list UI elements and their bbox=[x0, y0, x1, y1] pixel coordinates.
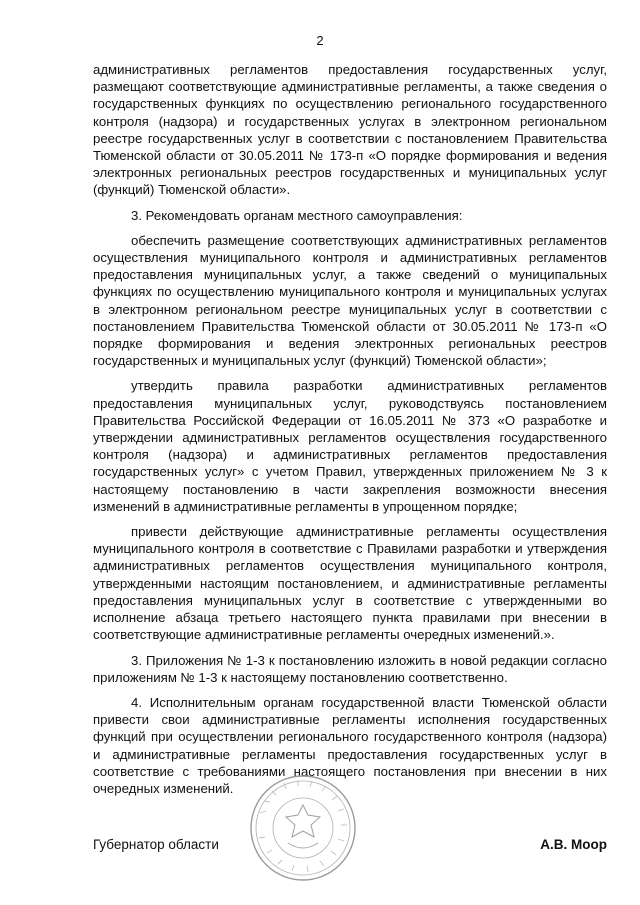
signer-name: А.В. Моор bbox=[540, 837, 607, 852]
official-seal-stamp bbox=[248, 773, 358, 883]
paragraph-continuation: административных регламентов предоставления государственных услуг, размещают соответствующие административные регламенты, а также сведения о государственных функциях по осуществлению регионального государственного контроля (надзора) и государственных услугах в электронном региональном реестре государственных услуг в соответствии с постановлением Правительства Тюменской области от 30.05.2011 № 173-п «О порядке формирования и ведения электронных региональных реестров государственных и муниципальных услуг (функций) Тюменской области». bbox=[93, 62, 607, 198]
document-body bbox=[93, 61, 607, 797]
paragraph-item-4: 4. Исполнительным органам государственной власти Тюменской области привести свои административные регламенты исполнения государственных функций при осуществлении регионального государственного контроля (надзора) и административные регламенты предоставления государственных услуг в соответствие с требованиями настоящего постановления при внесении в них очередных изменений. bbox=[93, 694, 607, 796]
paragraph-approve-rules: утвердить правила разработки административных регламентов предоставления муниципальных услуг, руководствуясь постановлением Правительства Российской Федерации от 16.05.2011 № 373 «О разработке и утверждении административных регламентов осуществления государственного контроля (надзора) и административных регламентов предоставления государственных услуг» с учетом Правил, утвержденных приложением № 3 к настоящему постановлению в части закрепления возможности внесения изменений в административные регламенты в упрощенном порядке; bbox=[93, 378, 607, 514]
signature-block bbox=[93, 836, 607, 856]
signer-title: Губернатор области bbox=[93, 837, 219, 852]
page-number: 2 bbox=[316, 33, 324, 48]
paragraph-item-3-appendices: 3. Приложения № 1-3 к постановлению изложить в новой редакции согласно приложениям № 1-3 к настоящему постановлению соответственно. bbox=[93, 652, 607, 685]
paragraph-item-3-recommend: 3. Рекомендовать органам местного самоуправления: bbox=[131, 207, 463, 223]
paragraph-bring-regulations: привести действующие административные регламенты осуществления муниципального контроля в соответствие с Правилами разработки и утверждения административных регламентов осуществления муниципального контроля, утвержденными настоящим постановлением, и административные регламенты предоставления муниципальных услуг в соответствие с утвержденными во исполнение абзаца третьего настоящего пункта правилами при внесении в соответствующие административные регламенты очередных изменений.». bbox=[93, 524, 607, 643]
paragraph-ensure-placement: обеспечить размещение соответствующих административных регламентов осуществления муниципального контроля и административных регламентов предоставления муниципальных услуг, а также сведений о муниципальных функциях по осуществлению муниципального контроля и муниципальных услугах в электронном региональном реестре муниципальных услуг в соответствии с постановлением Правительства Тюменской области от 30.05.2011 № 173-п «О порядке формирования и ведения электронных региональных реестров государственных и муниципальных услуг (функций) Тюменской области»; bbox=[93, 232, 607, 369]
